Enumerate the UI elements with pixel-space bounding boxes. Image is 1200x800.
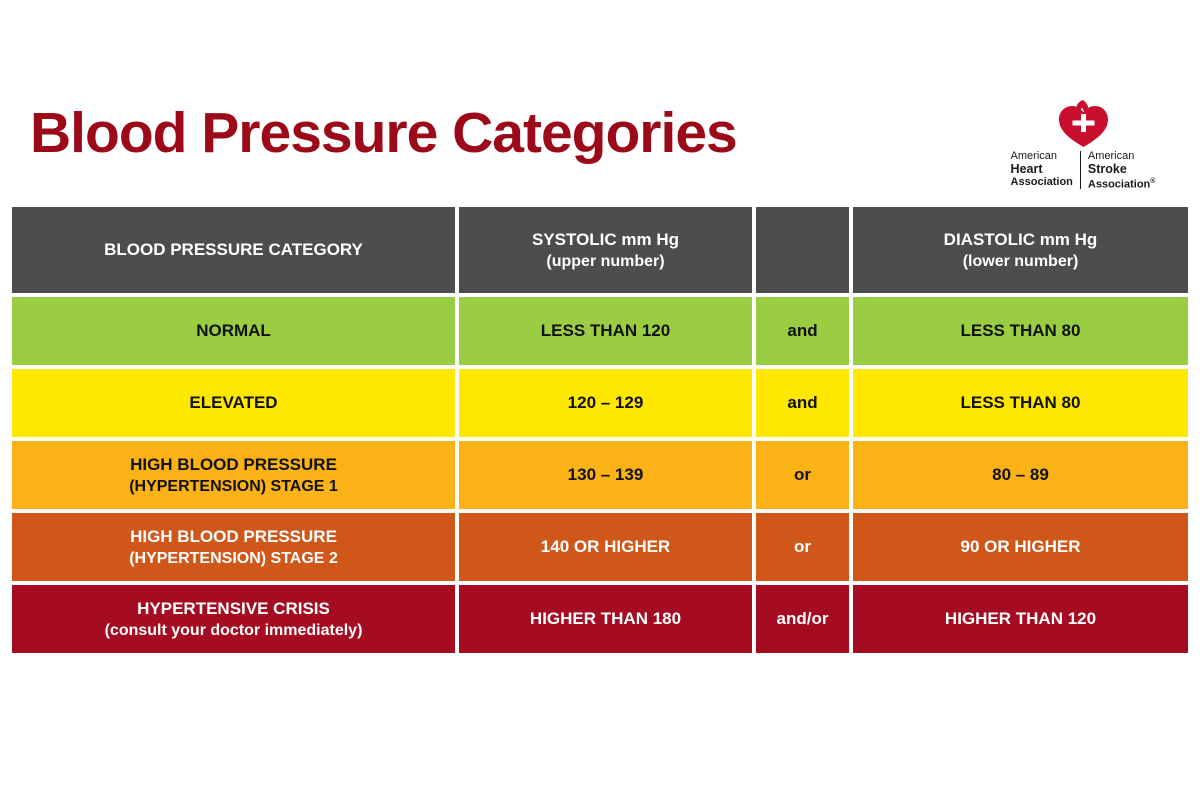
logo-stroke-association-text <box>1081 150 1163 191</box>
cell-systolic: 120 – 129 <box>457 367 754 439</box>
logo-aha-line1: American <box>1010 150 1058 162</box>
cell-category <box>10 511 457 583</box>
column-header-category <box>10 205 457 295</box>
cell-category <box>10 583 457 655</box>
column-header-systolic-line2: (upper number) <box>546 252 665 270</box>
cell-category-line2: (HYPERTENSION) STAGE 1 <box>129 477 338 495</box>
logo-wordmark <box>994 150 1172 191</box>
cell-diastolic: LESS THAN 80 <box>851 367 1190 439</box>
header <box>0 0 1200 205</box>
cell-conjunction: or <box>754 439 851 511</box>
logo-asa-line3: Association <box>1087 178 1151 191</box>
cell-systolic: LESS THAN 120 <box>457 295 754 367</box>
table-header <box>10 205 1190 295</box>
cell-category-line2: (HYPERTENSION) STAGE 2 <box>129 549 338 567</box>
column-header-diastolic-line2: (lower number) <box>962 252 1079 270</box>
cell-conjunction: and/or <box>754 583 851 655</box>
table-header-row <box>10 205 1190 295</box>
column-header-conjunction <box>754 205 851 295</box>
column-header-diastolic <box>851 205 1190 295</box>
cell-category-line1: HIGH BLOOD PRESSURE <box>130 526 337 546</box>
cell-conjunction: and <box>754 295 851 367</box>
registered-mark: ® <box>1150 178 1156 185</box>
cell-category <box>10 367 457 439</box>
table-row <box>10 511 1190 583</box>
page-title: Blood Pressure Categories <box>30 101 737 165</box>
logo-heart-association-text <box>1004 150 1080 189</box>
cell-category-line1: ELEVATED <box>189 393 278 412</box>
cell-category-line1: HYPERTENSIVE CRISIS <box>137 598 330 618</box>
logo-aha-line3: Association <box>1010 176 1073 188</box>
cell-diastolic: 90 OR HIGHER <box>851 511 1190 583</box>
cell-category <box>10 439 457 511</box>
cell-category-line1: NORMAL <box>196 321 271 340</box>
table-row <box>10 439 1190 511</box>
aha-asa-logo <box>994 98 1172 191</box>
cell-systolic: 140 OR HIGHER <box>457 511 754 583</box>
cell-category <box>10 295 457 367</box>
logo-asa-line1: American <box>1087 150 1135 162</box>
cell-conjunction: and <box>754 367 851 439</box>
cell-category-line2: (consult your doctor immediately) <box>104 621 363 639</box>
logo-asa-line2: Stroke <box>1087 161 1127 176</box>
column-header-systolic <box>457 205 754 295</box>
table-row <box>10 583 1190 655</box>
cell-conjunction: or <box>754 511 851 583</box>
blood-pressure-table <box>10 205 1190 655</box>
heart-torch-icon <box>1057 98 1109 148</box>
cell-category-line1: HIGH BLOOD PRESSURE <box>130 454 337 474</box>
logo-aha-line2: Heart <box>1010 161 1043 176</box>
cell-diastolic: LESS THAN 80 <box>851 295 1190 367</box>
column-header-diastolic-line1: DIASTOLIC mm Hg <box>943 229 1098 249</box>
table-body <box>10 295 1190 655</box>
cell-systolic: HIGHER THAN 180 <box>457 583 754 655</box>
table-row <box>10 367 1190 439</box>
column-header-category-line1: BLOOD PRESSURE CATEGORY <box>104 240 363 259</box>
cell-systolic: 130 – 139 <box>457 439 754 511</box>
cell-diastolic: HIGHER THAN 120 <box>851 583 1190 655</box>
column-header-systolic-line1: SYSTOLIC mm Hg <box>531 229 680 249</box>
table-row <box>10 295 1190 367</box>
cell-diastolic: 80 – 89 <box>851 439 1190 511</box>
